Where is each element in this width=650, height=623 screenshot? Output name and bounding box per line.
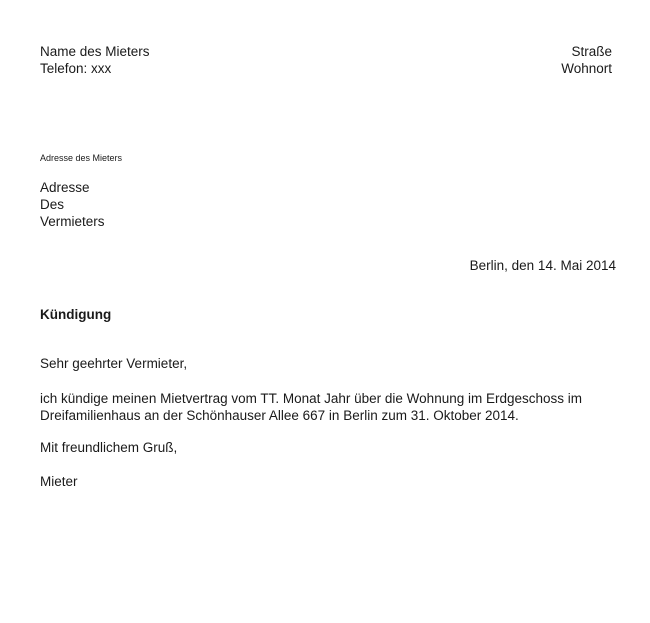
body-line: Dreifamilienhaus an der Schönhauser Allee 667 in Berlin zum 31. Oktober 2014. bbox=[40, 408, 519, 423]
recipient-address-line: Des bbox=[40, 197, 65, 212]
recipient-address-line: Vermieters bbox=[40, 214, 105, 229]
signature-line: Mieter bbox=[40, 474, 78, 489]
closing-line: Mit freundlichem Gruß, bbox=[40, 440, 178, 455]
envelope-sender-line: Adresse des Mieters bbox=[40, 153, 123, 163]
sender-city-line: Wohnort bbox=[561, 61, 612, 76]
sender-phone-line: Telefon: xxx bbox=[40, 61, 112, 76]
sender-name-line: Name des Mieters bbox=[40, 44, 150, 59]
sender-location-block bbox=[561, 43, 612, 77]
date-line: Berlin, den 14. Mai 2014 bbox=[469, 258, 616, 273]
sender-street-line: Straße bbox=[571, 44, 612, 59]
salutation-line: Sehr geehrter Vermieter, bbox=[40, 356, 188, 371]
sender-contact-block bbox=[40, 43, 150, 77]
subject-line: Kündigung bbox=[40, 307, 112, 322]
body-paragraph bbox=[40, 390, 620, 424]
body-line: ich kündige meinen Mietvertrag vom TT. Monat Jahr über die Wohnung im Erdgeschoss im bbox=[40, 391, 583, 406]
recipient-address-line: Adresse bbox=[40, 180, 90, 195]
recipient-address-block bbox=[40, 179, 105, 230]
